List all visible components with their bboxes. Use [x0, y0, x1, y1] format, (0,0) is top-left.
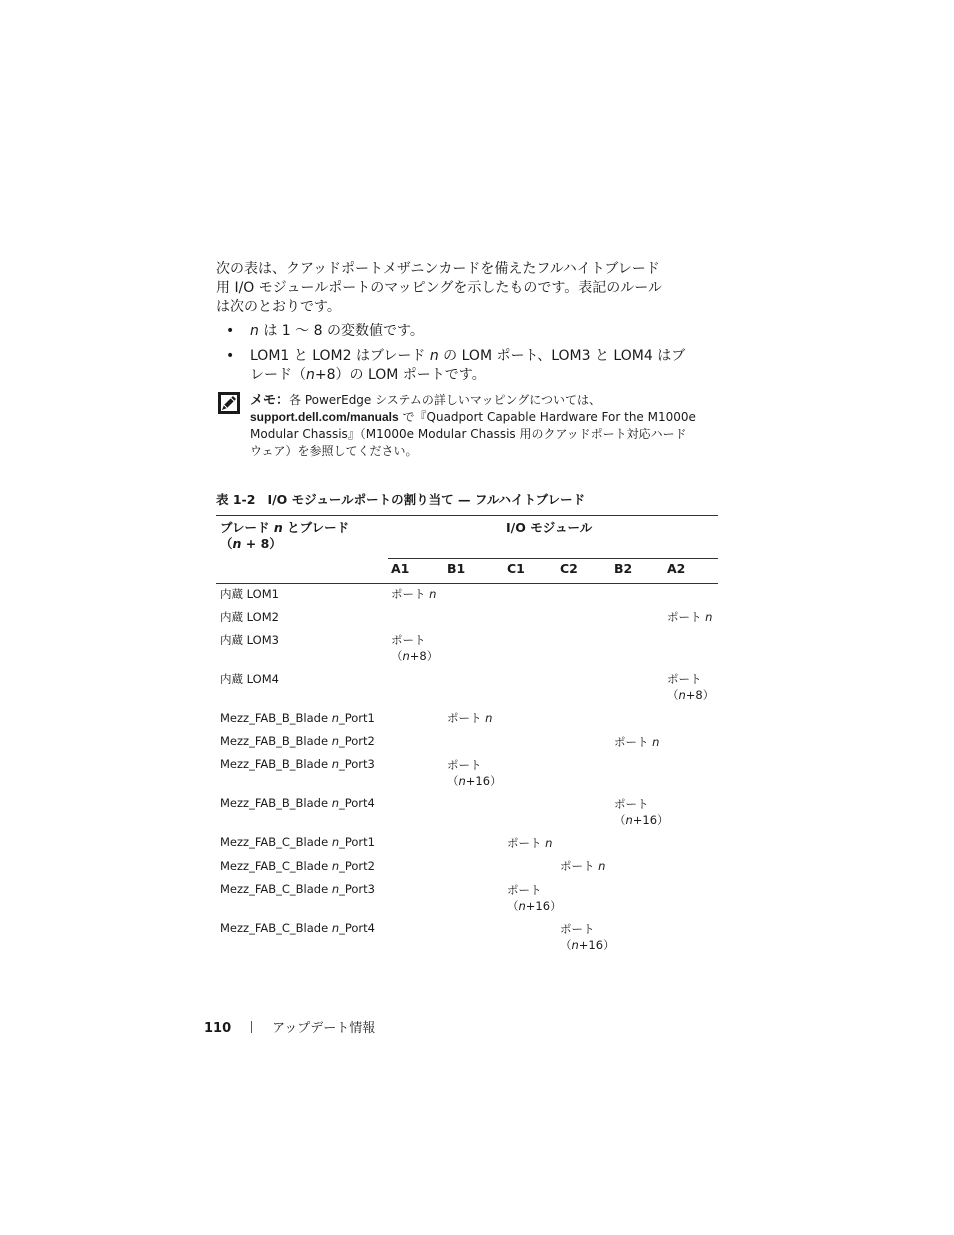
port-label: ポート [560, 922, 595, 936]
variable-n: n [306, 367, 315, 383]
row-label [220, 756, 375, 772]
port-label: ポート [614, 797, 649, 811]
row-label: 内蔵 LOM3 [220, 633, 279, 647]
paren: （ [560, 938, 572, 952]
row-label-text: Mezz_FAB_B_Blade [220, 711, 332, 725]
note-text-3: Modular Chassis』（M1000e Modular Chassis 用のクアッドポート対応ハード [250, 427, 687, 441]
row-label-text: _Port2 [338, 734, 375, 748]
note-text-4: ウェア）を参照してください。 [250, 444, 418, 458]
note-text-1: 各 PowerEdge システムの詳しいマッピングについては、 [289, 393, 601, 407]
row-label-text: Mezz_FAB_C_Blade [220, 859, 332, 873]
port-cell-c2 [560, 858, 605, 874]
port-label: ポート [507, 883, 542, 897]
variable-n: n [458, 774, 466, 788]
row-label [220, 881, 375, 897]
row-label [220, 795, 375, 811]
paren: （ [667, 688, 679, 702]
variable-n: n [571, 938, 579, 952]
variable-n: n [545, 836, 553, 850]
port-cell-a2 [667, 671, 714, 703]
port-label: ポート [447, 711, 482, 725]
variable-n: n [331, 757, 339, 771]
row-label-text: Mezz_FAB_C_Blade [220, 882, 332, 896]
offset: +16） [465, 774, 502, 788]
support-url-link[interactable]: support.dell.com/manuals [250, 410, 399, 424]
port-cell-b2 [614, 796, 669, 828]
table-group-rule [388, 558, 718, 559]
convention-list [216, 322, 720, 391]
column-header-b1: B1 [447, 561, 466, 576]
variable-n: n [705, 610, 713, 624]
io-module-port-table [216, 515, 718, 960]
note-label: メモ： [250, 393, 290, 408]
table-top-rule [216, 515, 718, 516]
intro-line-2: 用 I/O モジュールポートのマッピングを示したものです。表記のルール [216, 280, 662, 296]
list-item-text: レード（ [250, 367, 306, 383]
table-header-rule [216, 583, 718, 584]
row-label-text: _Port2 [339, 859, 375, 873]
paren: （ [391, 649, 403, 663]
variable-n: n [429, 587, 437, 601]
port-cell-c2 [560, 921, 615, 953]
list-item-text: +8）の LOM ポートです。 [314, 367, 486, 383]
footer-divider [251, 1021, 252, 1033]
port-cell-a2 [667, 609, 712, 625]
offset: +16） [578, 938, 615, 952]
row-label-text: _Port1 [339, 835, 375, 849]
intro-line-3: は次のとおりです。 [216, 299, 341, 315]
note-text [250, 392, 720, 460]
row-label-text: Mezz_FAB_B_Blade [220, 796, 332, 810]
port-cell-b1 [447, 710, 492, 726]
row-label-text: Mezz_FAB_C_Blade [220, 835, 332, 849]
intro-line-1: 次の表は、クアッドポートメザニンカードを備えたフルハイトブレード [216, 261, 660, 277]
port-cell-c1 [507, 835, 552, 851]
row-label [220, 920, 375, 936]
variable-n: n [678, 688, 686, 702]
row-label: 内蔵 LOM1 [220, 587, 279, 601]
port-cell-b2 [614, 734, 659, 750]
variable-n: n [232, 536, 242, 551]
column-header-b2: B2 [614, 561, 633, 576]
row-label-text: _Port4 [339, 921, 375, 935]
row-label-text: _Port3 [339, 882, 375, 896]
offset: +16） [632, 813, 669, 827]
variable-n: n [331, 835, 340, 849]
variable-n: n [429, 348, 439, 364]
page-footer [204, 1017, 375, 1036]
row-label-text: _Port4 [338, 796, 375, 810]
port-cell-c1 [507, 882, 562, 914]
header-io-module: I/O モジュール [506, 520, 593, 535]
variable-n: n [485, 711, 493, 725]
list-item-text: LOM1 と LOM2 はブレード [250, 348, 430, 364]
bullet-mark: • [226, 323, 235, 339]
port-label: ポート [447, 758, 482, 772]
paren: （ [447, 774, 459, 788]
note-text-2: で『Quadport Capable Hardware For the M1000e [398, 410, 696, 424]
pencil-note-icon [218, 392, 240, 414]
variable-n: n [625, 813, 633, 827]
port-cell-a1 [391, 586, 436, 602]
header-text: とブレード [282, 520, 350, 535]
header-text: （ [220, 536, 233, 551]
row-label [220, 733, 375, 749]
bullet-mark: • [226, 348, 235, 364]
header-text: ブレード [220, 520, 274, 535]
row-label: 内蔵 LOM4 [220, 672, 279, 686]
row-label [220, 710, 375, 726]
variable-n: n [331, 859, 340, 873]
port-label: ポート [667, 672, 702, 686]
variable-n: n [331, 882, 340, 896]
variable-n: n [250, 323, 259, 339]
paren: （ [507, 899, 519, 913]
header-blade [220, 520, 349, 552]
port-label: ポート [391, 633, 426, 647]
port-label: ポート [507, 836, 542, 850]
row-label-text: Mezz_FAB_B_Blade [220, 757, 332, 771]
list-item-text: は 1 ～ 8 の変数値です。 [258, 323, 424, 339]
variable-n: n [331, 796, 339, 810]
table-title: I/O モジュールポートの割り当て — フルハイトブレード [267, 492, 586, 507]
offset: +8） [685, 688, 715, 702]
intro-paragraph [216, 260, 720, 317]
variable-n: n [331, 921, 340, 935]
column-header-a2: A2 [667, 561, 686, 576]
port-label: ポート [391, 587, 426, 601]
variable-n: n [598, 859, 606, 873]
row-label [220, 858, 375, 874]
port-label: ポート [667, 610, 702, 624]
list-item [216, 347, 720, 385]
header-text: + 8） [241, 536, 282, 551]
variable-n: n [331, 711, 339, 725]
port-cell-a1 [391, 632, 438, 664]
variable-n: n [652, 735, 660, 749]
column-header-a1: A1 [391, 561, 410, 576]
page-number: 110 [204, 1021, 232, 1036]
column-header-c2: C2 [560, 561, 578, 576]
variable-n: n [273, 520, 283, 535]
row-label [220, 834, 375, 850]
table-caption [216, 490, 585, 508]
offset: +8） [409, 649, 439, 663]
row-label: 内蔵 LOM2 [220, 610, 279, 624]
port-cell-b1 [447, 757, 502, 789]
row-label-text: _Port3 [338, 757, 375, 771]
section-title: アップデート情報 [272, 1021, 376, 1036]
variable-n: n [331, 734, 339, 748]
port-label: ポート [614, 735, 649, 749]
list-item-text: の LOM ポート、LOM3 と LOM4 はブ [438, 348, 686, 364]
variable-n: n [518, 899, 526, 913]
row-label-text: Mezz_FAB_C_Blade [220, 921, 332, 935]
port-label: ポート [560, 859, 595, 873]
offset: +16） [525, 899, 562, 913]
table-number: 表 1-2 [216, 492, 256, 507]
row-label-text: Mezz_FAB_B_Blade [220, 734, 332, 748]
paren: （ [614, 813, 626, 827]
column-header-c1: C1 [507, 561, 525, 576]
variable-n: n [402, 649, 410, 663]
row-label-text: _Port1 [338, 711, 375, 725]
list-item [216, 322, 720, 341]
